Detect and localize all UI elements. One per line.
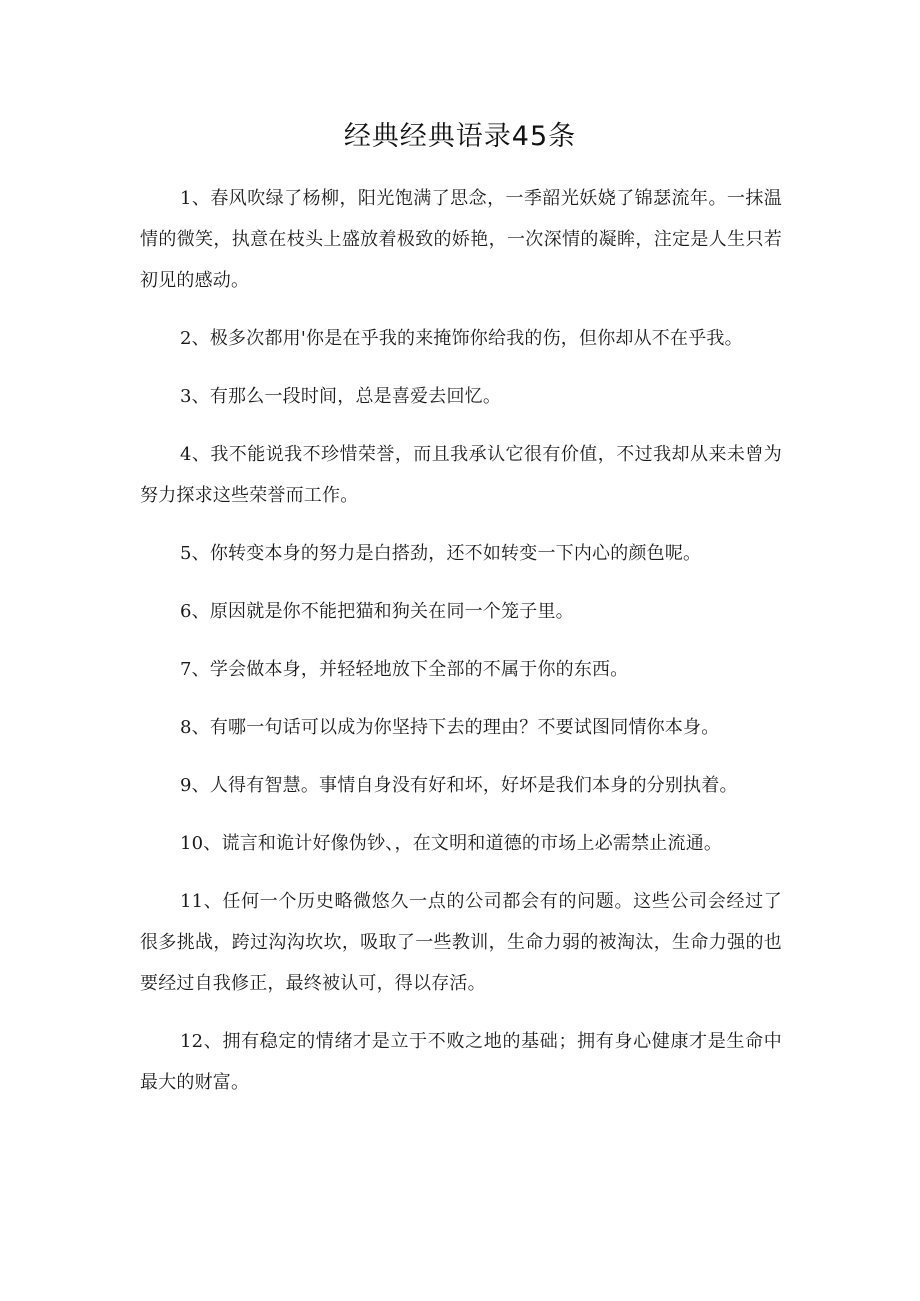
document-body [140, 178, 782, 1120]
quote-paragraph-2: 2、极多次都用'你是在乎我的来掩饰你给我的伤，但你却从不在乎我。 [180, 328, 743, 349]
quote-paragraph-10: 10、谎言和诡计好像伪钞、，在文明和道德的市场上必需禁止流通。 [180, 833, 723, 854]
quote-paragraph-4: 4、我不能说我不珍惜荣誉，而且我承认它很有价值，不过我却从来未曾为努力探求这些荣誉而工作。 [140, 444, 782, 506]
quote-paragraph-7: 7、学会做本身，并轻轻地放下全部的不属于你的东西。 [180, 659, 629, 680]
quote-paragraph-8: 8、有哪一句话可以成为你坚持下去的理由？不要试图同情你本身。 [180, 717, 720, 738]
quote-paragraph-12: 12、拥有稳定的情绪才是立于不败之地的基础；拥有身心健康才是生命中最大的财富。 [140, 1031, 782, 1093]
quote-paragraph-5: 5、你转变本身的努力是白搭劲，还不如转变一下内心的颜色呢。 [180, 543, 702, 564]
document-title: 经典经典语录45条 [343, 121, 577, 152]
quote-paragraph-9: 9、人得有智慧。事情自身没有好和坏，好坏是我们本身的分别执着。 [180, 775, 738, 796]
quote-paragraph-6: 6、原因就是你不能把猫和狗关在同一个笼子里。 [180, 601, 574, 622]
quote-paragraph-1: 1、春风吹绿了杨柳，阳光饱满了思念，一季韶光妖娆了锦瑟流年。一抹温情的微笑，执意在枝头上盛放着极致的娇艳，一次深情的凝眸，注定是人生只若初见的感动。 [140, 188, 782, 291]
quote-paragraph-3: 3、有那么一段时间，总是喜爱去回忆。 [180, 386, 502, 407]
quote-paragraph-11: 11、任何一个历史略微悠久一点的公司都会有的问题。这些公司会经过了很多挑战，跨过沟沟坎坎，吸取了一些教训，生命力弱的被淘汰，生命力强的也要经过自我修正，最终被认可，得以存活。 [140, 891, 782, 994]
